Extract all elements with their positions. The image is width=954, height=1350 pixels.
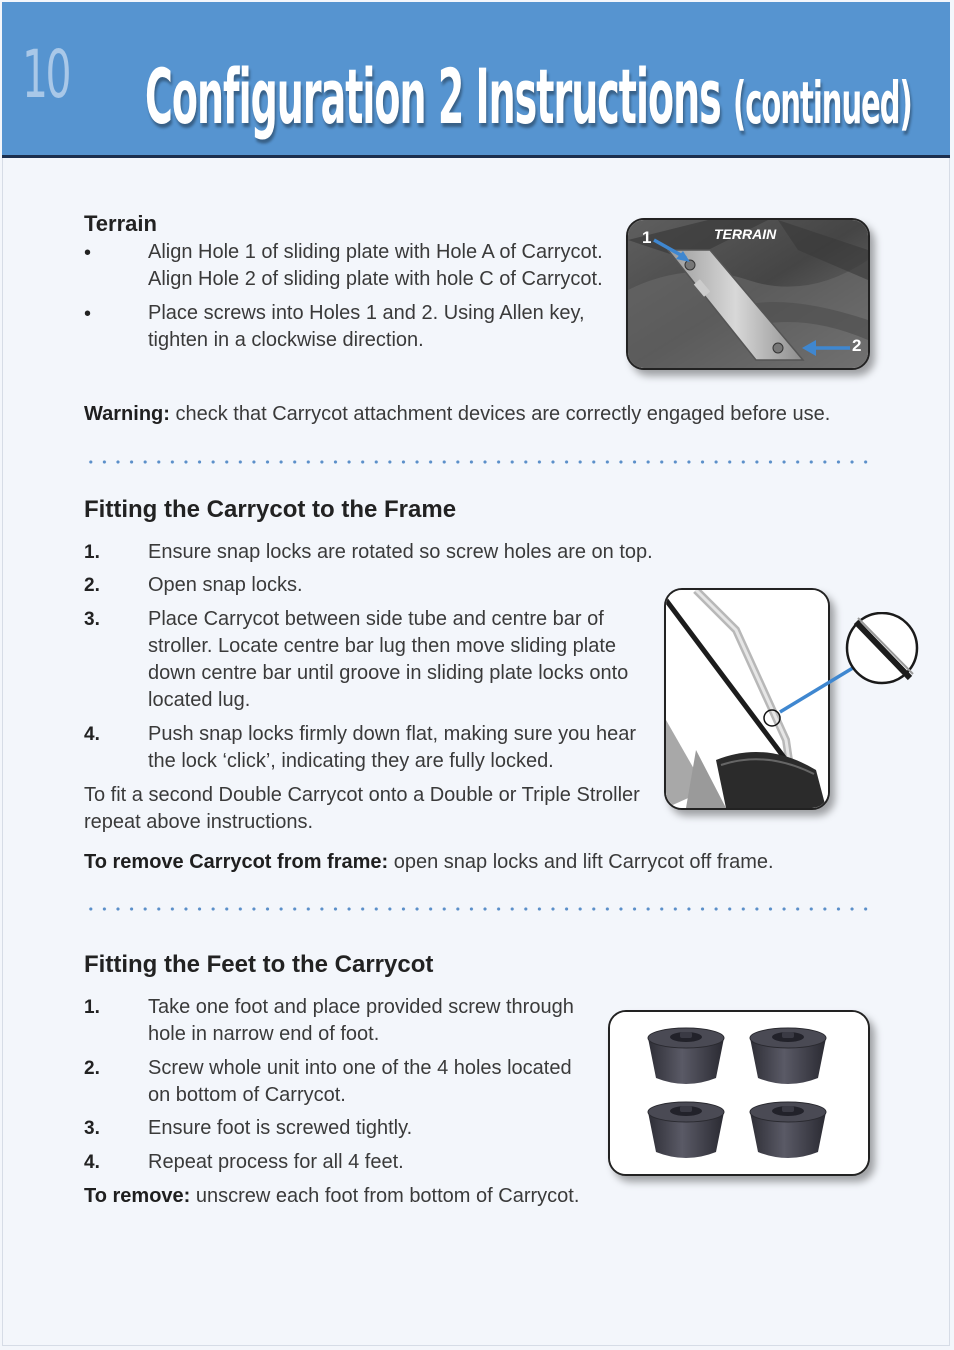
feet-step-3-line-1: Ensure foot is screwed tightly. bbox=[148, 1117, 413, 1139]
bullet-symbol: • bbox=[84, 303, 92, 325]
frame-step-1-line-1: Ensure snap locks are rotated so screw holes are on top. bbox=[148, 541, 653, 563]
warning-line bbox=[84, 401, 830, 428]
terrain-heading: Terrain bbox=[84, 211, 157, 236]
terrain-photo bbox=[626, 218, 870, 370]
feet-step-4-line-1: Repeat process for all 4 feet. bbox=[148, 1151, 404, 1173]
terrain-bullet-1-line-1: Align Hole 1 of sliding plate with Hole A of Carrycot. bbox=[148, 241, 603, 263]
terrain-bullet-2-line-2: tighten in a clockwise direction. bbox=[148, 329, 424, 351]
frame-step-3-line-1: Place Carrycot between side tube and centre bar of bbox=[148, 608, 604, 630]
step-number: 1. bbox=[84, 997, 100, 1018]
page-title-main: Configuration 2 Instructions bbox=[145, 52, 721, 141]
frame-step-3-line-3: down centre bar until groove in sliding plate locks onto bbox=[148, 662, 629, 684]
frame-step-4-line-2: the lock ‘click’, indicating they are fully locked. bbox=[148, 750, 554, 772]
page-header bbox=[2, 2, 950, 158]
dotted-divider bbox=[84, 460, 868, 464]
terrain-bullet-2-line-1: Place screws into Holes 1 and 2. Using Allen key, bbox=[148, 302, 585, 324]
page-title bbox=[145, 54, 912, 146]
terrain-marker-2: 2 bbox=[852, 336, 862, 355]
frame-heading: Fitting the Carrycot to the Frame bbox=[84, 496, 457, 523]
frame-remove-label: To remove Carrycot from frame: bbox=[84, 851, 389, 873]
feet-photo bbox=[608, 1010, 870, 1176]
dotted-divider bbox=[84, 907, 868, 911]
feet-step-1-line-1: Take one foot and place provided screw through bbox=[148, 996, 574, 1018]
step-number: 4. bbox=[84, 724, 100, 745]
feet-heading: Fitting the Feet to the Carrycot bbox=[84, 951, 434, 978]
warning-text: check that Carrycot attachment devices are correctly engaged before use. bbox=[169, 403, 831, 425]
page-number: 10 bbox=[22, 36, 70, 113]
page-title-suffix: (continued) bbox=[732, 69, 912, 137]
terrain-bullet-1-line-2: Align Hole 2 of sliding plate with hole C of Carrycot. bbox=[148, 268, 603, 290]
step-number: 2. bbox=[84, 1058, 100, 1079]
feet-photo-art bbox=[610, 1012, 868, 1174]
terrain-marker-1: 1 bbox=[642, 228, 652, 247]
step-number: 3. bbox=[84, 609, 100, 630]
frame-remove-line bbox=[84, 849, 774, 876]
step-number: 1. bbox=[84, 542, 100, 563]
step-number: 2. bbox=[84, 575, 100, 596]
feet-step-1-line-2: hole in narrow end of foot. bbox=[148, 1023, 380, 1045]
frame-note-line-2: repeat above instructions. bbox=[84, 811, 314, 833]
frame-step-3-line-2: stroller. Locate centre bar lug then move sliding plate bbox=[148, 635, 617, 657]
frame-remove-text: open snap locks and lift Carrycot off frame. bbox=[388, 851, 774, 873]
feet-step-2-line-2: on bottom of Carrycot. bbox=[148, 1084, 346, 1106]
frame-step-3-line-4: located lug. bbox=[148, 689, 251, 711]
warning-label: Warning: bbox=[84, 403, 170, 425]
frame-step-2-line-1: Open snap locks. bbox=[148, 574, 303, 596]
step-number: 4. bbox=[84, 1152, 100, 1173]
step-number: 3. bbox=[84, 1118, 100, 1139]
bullet-symbol: • bbox=[84, 242, 92, 264]
feet-remove-text: unscrew each foot from bottom of Carrycot. bbox=[190, 1185, 580, 1207]
feet-remove-line bbox=[84, 1183, 579, 1210]
terrain-photo-art bbox=[628, 220, 868, 368]
feet-step-2-line-1: Screw whole unit into one of the 4 holes located bbox=[148, 1057, 572, 1079]
frame-note-line-1: To fit a second Double Carrycot onto a Double or Triple Stroller bbox=[84, 784, 640, 806]
terrain-photo-label: TERRAIN bbox=[714, 226, 777, 242]
feet-remove-label: To remove: bbox=[84, 1185, 191, 1207]
frame-zoom-callout bbox=[770, 612, 922, 728]
frame-step-4-line-1: Push snap locks firmly down flat, making sure you hear bbox=[148, 723, 636, 745]
